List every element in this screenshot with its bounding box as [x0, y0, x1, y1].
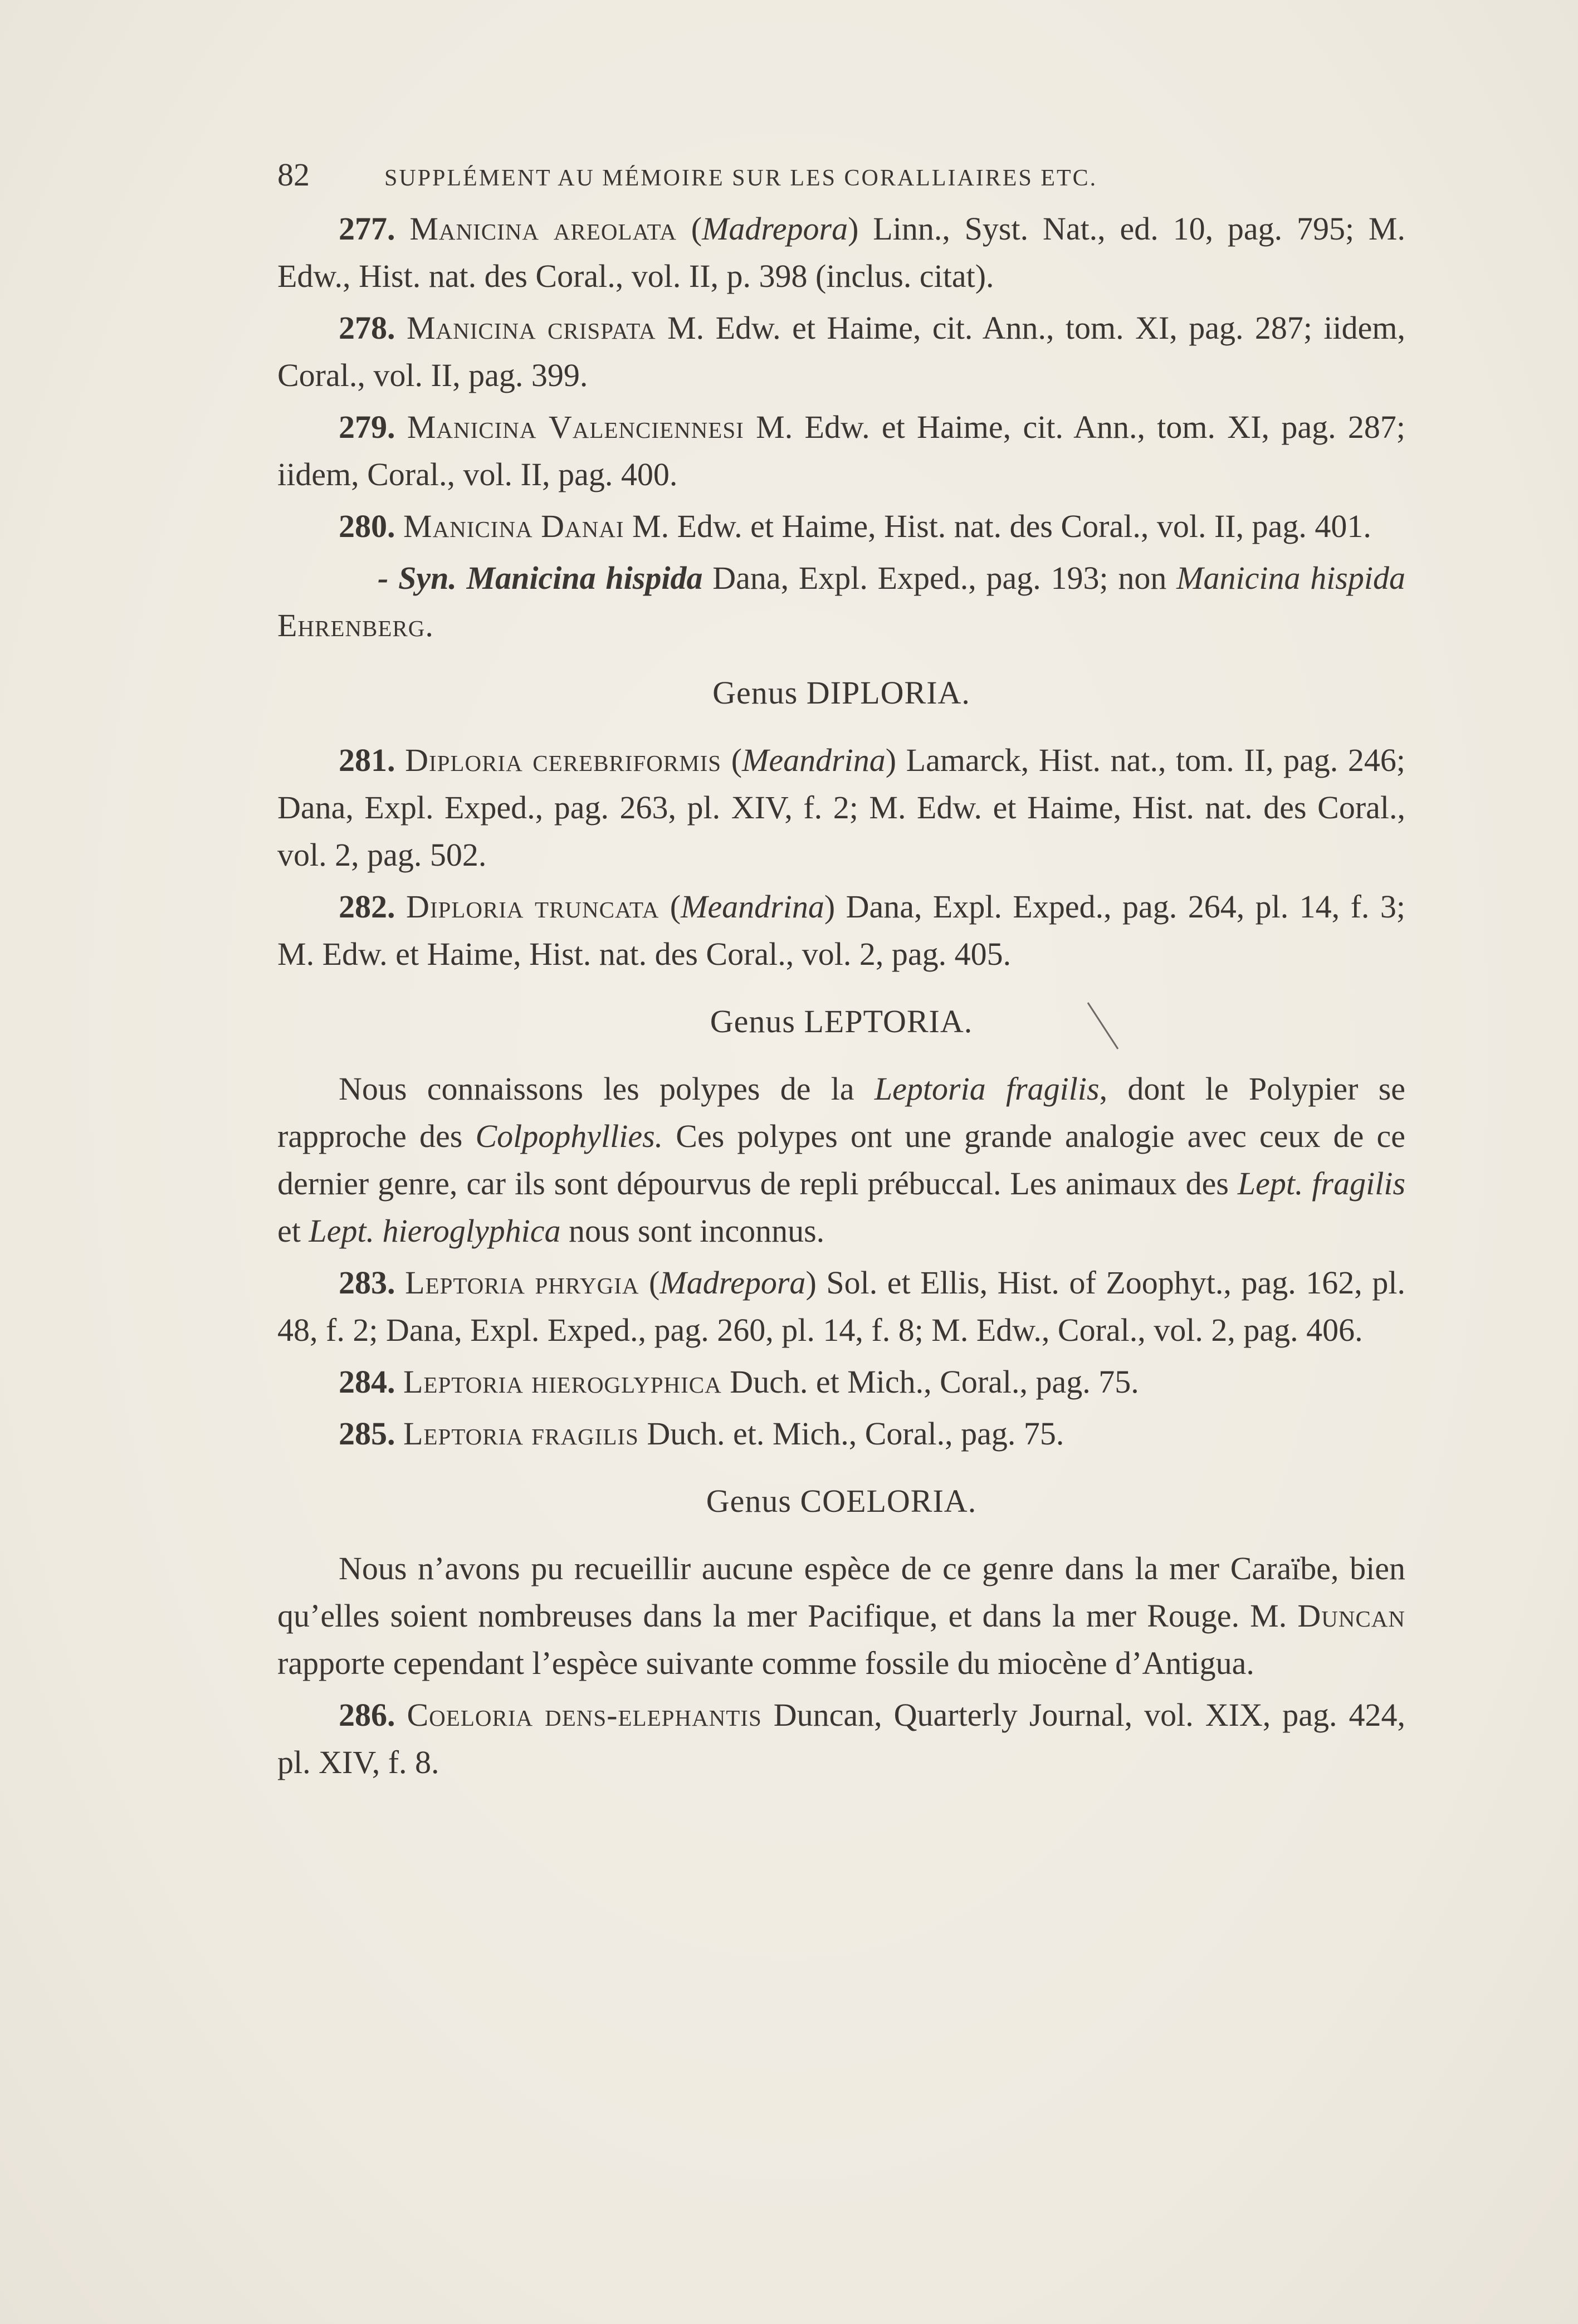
entry-280: 280. Manicina Danai M. Edw. et Haime, Hist. nat. des Coral., vol. II, pag. 401.: [339, 508, 1371, 544]
entry-282: 282. Diploria truncata (Meandrina) Dana, Expl. Exped., pag. 264, pl. 14, f. 3; M. Edw. et Haime, Hist. nat. des Coral., vol. 2, pag. 405.: [277, 888, 1405, 972]
entry-277: 277. Manicina areolata (Madrepora) Linn., Syst. Nat., ed. 10, pag. 795; M. Edw., Hist. nat. des Coral., vol. II, p. 398 (inclus. citat).: [277, 211, 1405, 294]
paragraph-leptoria: Nous connaissons les polypes de la Leptoria fragilis, dont le Polypier se rapproche des Colpophyllies. Ces polypes ont une grande analogie avec ceux de ce dernier genre, car ils sont dépourvus de repli prébuccal. Les animaux des Lept. fragilis et Lept. hieroglyphica nous sont inconnus.: [277, 1071, 1406, 1249]
page-number: 82: [277, 157, 310, 193]
entry-286: 286. Coeloria dens-elephantis Duncan, Quarterly Journal, vol. XIX, pag. 424, pl. XIV, f. 8.: [277, 1697, 1406, 1780]
entry-278: 278. Manicina crispata M. Edw. et Haime, cit. Ann., tom. XI, pag. 287; iidem, Coral., vol. II, pag. 399.: [277, 310, 1406, 393]
entry-284: 284. Leptoria hieroglyphica Duch. et Mich., Coral., pag. 75.: [339, 1364, 1139, 1400]
synonym-280: - Syn. Manicina hispida Dana, Expl. Exped., pag. 193; non Manicina hispida Ehrenberg.: [277, 560, 1405, 643]
genus-heading-diploria: Genus DIPLORIA.: [712, 675, 970, 711]
body-text: [277, 205, 1405, 1790]
running-header: [277, 156, 1224, 193]
entry-279: 279. Manicina Valenciennesi M. Edw. et Haime, cit. Ann., tom. XI, pag. 287; iidem, Coral., vol. II, pag. 400.: [277, 409, 1406, 492]
entry-281: 281. Diploria cerebriformis (Meandrina) Lamarck, Hist. nat., tom. II, pag. 246; Dana, Expl. Exped., pag. 263, pl. XIV, f. 2; M. Edw. et Haime, Hist. nat. des Coral., vol. 2, pag. 502.: [277, 742, 1406, 873]
pencil-mark: [1083, 1000, 1134, 1053]
paragraph-coeloria: Nous n’avons pu recueillir aucune espèce de ce genre dans la mer Caraïbe, bien qu’elles soient nombreuses dans la mer Pacifique, et dans la mer Rouge. M. Duncan rapporte cependant l’espèce suivante comme fossile du miocène d’Antigua.: [277, 1550, 1406, 1681]
entry-285: 285. Leptoria fragilis Duch. et. Mich., Coral., pag. 75.: [339, 1415, 1064, 1452]
genus-heading-leptoria: Genus LEPTORIA.: [710, 1003, 973, 1039]
running-title: SUPPLÉMENT AU MÉMOIRE SUR LES CORALLIAIRES ETC.: [384, 165, 1098, 191]
genus-heading-coeloria: Genus COELORIA.: [706, 1483, 977, 1519]
entry-283: 283. Leptoria phrygia (Madrepora) Sol. et Ellis, Hist. of Zoophyt., pag. 162, pl. 48, f. 2; Dana, Expl. Exped., pag. 260, pl. 14, f. 8; M. Edw., Coral., vol. 2, pag. 406.: [277, 1264, 1405, 1348]
